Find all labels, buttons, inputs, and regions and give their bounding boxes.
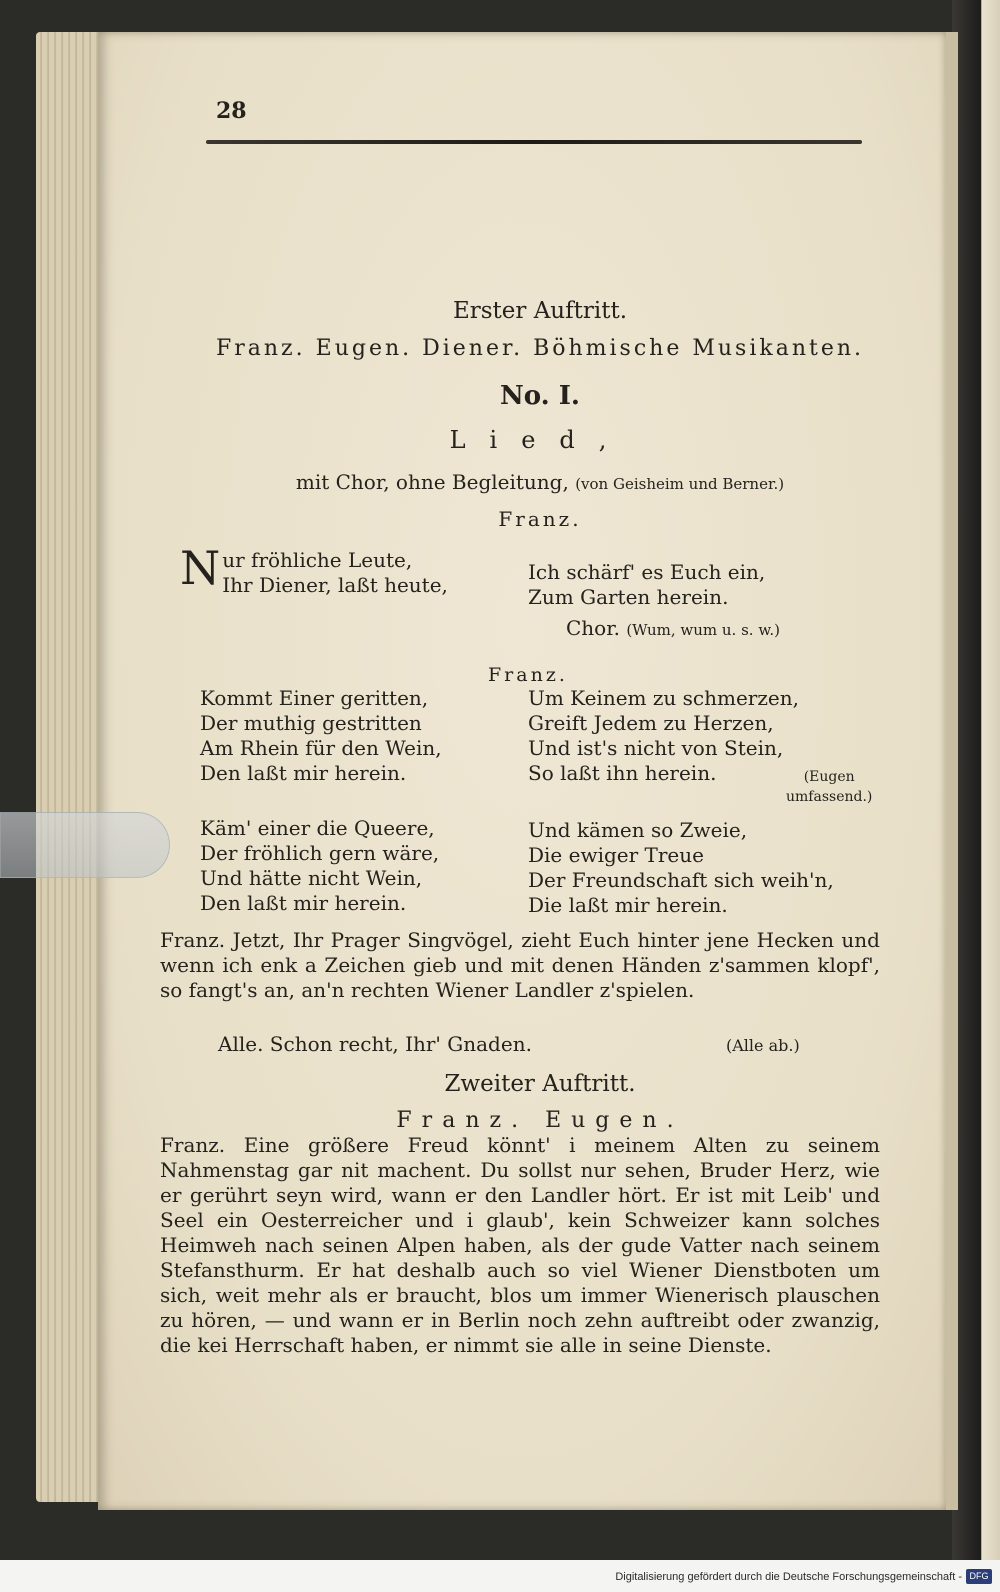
dfg-logo: DFG xyxy=(966,1569,992,1584)
verse-line: Ich schärf' es Euch ein, xyxy=(528,560,766,584)
verse-block xyxy=(528,686,799,786)
verse-line: Zum Garten herein. xyxy=(528,585,729,609)
stage-direction xyxy=(786,767,872,807)
verse-block xyxy=(200,686,442,786)
header-rule xyxy=(206,140,862,144)
drop-initial: N xyxy=(180,541,221,595)
verse-block xyxy=(200,816,439,916)
page-gutter xyxy=(946,32,958,1510)
verse-line: ur fröhliche Leute, xyxy=(222,548,413,572)
verse-line: Käm' einer die Queere, xyxy=(200,816,435,840)
verse-line: Den laßt mir herein. xyxy=(200,761,407,785)
verse-line: So laßt ihn herein. xyxy=(528,761,717,785)
verse-block xyxy=(180,541,448,598)
alle-line: Alle. Schon recht, Ihr' Gnaden. xyxy=(218,1032,532,1056)
chor-text: (Wum, wum u. s. w.) xyxy=(626,621,780,639)
verse-block xyxy=(528,560,765,610)
scene-title: Zweiter Auftritt. xyxy=(444,1071,636,1097)
prose-paragraph: Franz. Eine größere Freud könnt' i meinem Alten zu seinem Nahmenstag gar nit machent. Du sollst nur sehen, Bruder Herz, wie er gerührt seyn wird, wann er den Landler hört. Er ist mit Leib' und Seel ein Oesterreicher und i glaub', kein Schweizer kann solches Heimweh nach seinen Alpen haben, als der gude Vatter nach seinem Stefansthurm. Er hat deshalb auch so viel Wiener Dienstboten um sich, weit mehr als er braucht, blos um immer Wienerisch plauschen zu hören, — und wann er in Berlin noch zehn auftreibt oder zwanzig, die kei Herrschaft haben, er nimmt sie alle in seine Dienste. xyxy=(160,1133,880,1357)
speaker-label: Franz. xyxy=(498,507,582,531)
page-stack-edges xyxy=(36,32,106,1502)
song-number: No. I. xyxy=(500,381,580,411)
chor-label: Chor. xyxy=(566,616,620,640)
speaker-label: Franz. xyxy=(488,664,568,686)
verse-block xyxy=(528,818,834,918)
verse-line: Der fröhlich gern wäre, xyxy=(200,841,440,865)
character-list: Franz. Eugen. Diener. Böhmische Musikanten. xyxy=(215,336,865,361)
verse-line: Und kämen so Zweie, xyxy=(528,818,748,842)
song-subtitle-text: mit Chor, ohne Begleitung, xyxy=(295,470,569,494)
song-credit: (von Geisheim und Berner.) xyxy=(575,475,785,493)
song-subtitle xyxy=(150,470,930,494)
verse-line: Ihr Diener, laßt heute, xyxy=(222,573,448,597)
stage-direction: (Alle ab.) xyxy=(726,1036,800,1055)
scan-background-right xyxy=(952,0,1000,1560)
verse-line: Der muthig gestritten xyxy=(200,711,422,735)
verse-line: Kommt Einer geritten, xyxy=(200,686,429,710)
prose-paragraph: Franz. Jetzt, Ihr Prager Singvögel, zieht Euch hinter jene Hecken und wenn ich enk a Zeichen gieb und mit denen Händen z'sammen klopf', so fangt's an, an'n rechten Wiener Landler z'spielen. xyxy=(160,928,880,1002)
scanner-thumb-clip xyxy=(0,812,170,878)
chor-line xyxy=(566,616,780,640)
verse-line: Die laßt mir herein. xyxy=(528,893,728,917)
verse-line: Um Keinem zu schmerzen, xyxy=(528,686,799,710)
stage-direction-line: (Eugen xyxy=(803,769,855,785)
verse-line: Greift Jedem zu Herzen, xyxy=(528,711,774,735)
song-title: Lied, xyxy=(449,426,631,454)
page-number: 28 xyxy=(216,98,247,124)
character-list: Franz. Eugen. xyxy=(396,1108,684,1133)
verse-line: Den laßt mir herein. xyxy=(200,891,407,915)
verse-line: Der Freundschaft sich weih'n, xyxy=(528,868,834,892)
footer-credit: Digitalisierung gefördert durch die Deutsche Forschungsgemeinschaft - xyxy=(615,1571,962,1583)
verse-line: Die ewiger Treue xyxy=(528,843,704,867)
stage-direction-line: umfassend.) xyxy=(786,789,873,805)
verse-line: Und hätte nicht Wein, xyxy=(200,866,423,890)
verse-line: Und ist's nicht von Stein, xyxy=(528,736,784,760)
scene-title: Erster Auftritt. xyxy=(452,298,628,324)
verse-line: Am Rhein für den Wein, xyxy=(200,736,442,760)
